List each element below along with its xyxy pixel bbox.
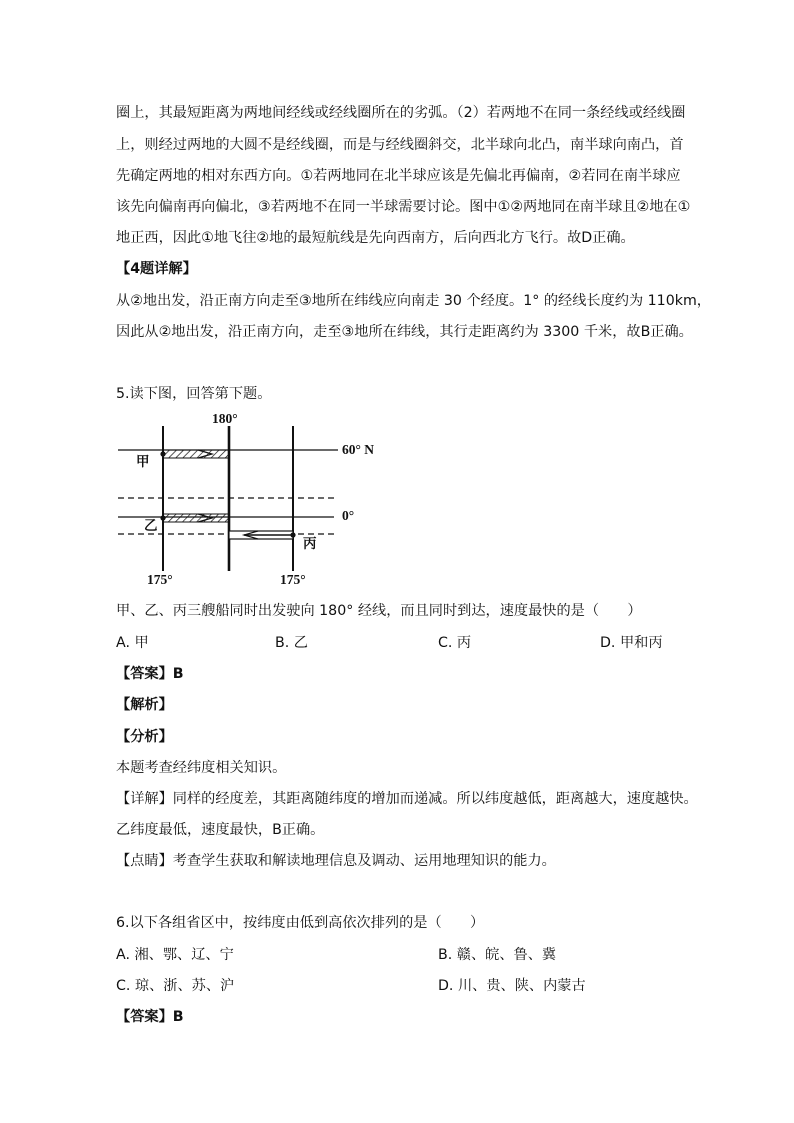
label-180: 180° <box>212 411 238 426</box>
q5-option-d: D. 甲和丙 <box>600 635 663 651</box>
q4-heading: 【4题详解】 <box>116 261 197 277</box>
route-yi <box>163 514 229 522</box>
ship-jia-point <box>160 451 165 456</box>
label-ship-yi: 乙 <box>144 518 158 534</box>
label-175-right: 175° <box>280 572 306 587</box>
q5-fenxi-text: 本题考查经纬度相关知识。 <box>116 760 287 776</box>
q5-analysis-heading: 【解析】 <box>116 697 173 713</box>
label-60n: 60° N <box>342 442 375 457</box>
q6-answer: 【答案】B <box>116 1009 184 1025</box>
intro-line-3: 先确定两地的相对东西方向。①若两地同在北半球应该是先偏北再偏南，②若同在南半球应 <box>116 168 681 184</box>
q5-detail-line-1: 【详解】同样的经度差，其距离随纬度的增加而递减。所以纬度越低，距离越大，速度越快。 <box>116 791 698 807</box>
label-ship-bing: 丙 <box>303 536 317 552</box>
ship-bing-point <box>290 532 295 537</box>
route-jia <box>163 450 229 458</box>
intro-line-2: 上，则经过两地的大圆不是经线圈，而是与经线圈斜交，北半球向北凸，南半球向南凸，首 <box>116 137 684 153</box>
q5-question: 甲、乙、丙三艘船同时出发驶向 180° 经线，而且同时到达，速度最快的是（ ） <box>116 603 642 619</box>
q5-map-figure <box>112 408 402 588</box>
intro-line-1: 圈上，其最短距离为两地间经线或经线圈所在的劣弧。（2）若两地不在同一条经线或经线圈 <box>116 105 686 121</box>
q6-option-a: A. 湘、鄂、辽、宁 <box>116 947 234 963</box>
q4-line-2: 因此从②地出发，沿正南方向，走至③地所在纬线，其行走距离约为 3300 千米，故B正确。 <box>116 324 693 340</box>
ship-yi-point <box>160 515 165 520</box>
intro-line-4: 该先向偏南再向偏北，③若两地不在同一半球需要讨论。图中①②两地同在南半球且②地在① <box>116 199 691 215</box>
q5-dianjing: 【点睛】考查学生获取和解读地理信息及调动、运用地理知识的能力。 <box>116 853 556 869</box>
q5-option-a: A. 甲 <box>116 635 149 651</box>
label-0: 0° <box>342 508 355 523</box>
q5-detail-line-2: 乙纬度最低，速度最快，B正确。 <box>116 822 325 838</box>
q4-line-1: 从②地出发，沿正南方向走至③地所在纬线应向南走 30 个经度。1° 的经线长度约为 110km， <box>116 293 711 309</box>
q5-option-b: B. 乙 <box>275 635 308 651</box>
q6-option-b: B. 赣、皖、鲁、冀 <box>438 947 557 963</box>
q6-option-d: D. 川、贵、陕、内蒙古 <box>438 978 586 994</box>
label-175-left: 175° <box>147 572 173 587</box>
q5-option-c: C. 丙 <box>438 635 472 651</box>
q5-answer: 【答案】B <box>116 666 184 682</box>
label-ship-jia: 甲 <box>136 454 150 470</box>
q6-option-c: C. 琼、浙、苏、沪 <box>116 978 235 994</box>
q5-fenxi-heading: 【分析】 <box>116 729 173 745</box>
intro-line-5: 地正西，因此①地飞往②地的最短航线是先向西南方，后向西北方飞行。故D正确。 <box>116 230 635 246</box>
q6-stem: 6.以下各组省区中，按纬度由低到高依次排列的是（ ） <box>116 915 485 931</box>
q5-stem: 5.读下图，回答第下题。 <box>116 386 272 402</box>
